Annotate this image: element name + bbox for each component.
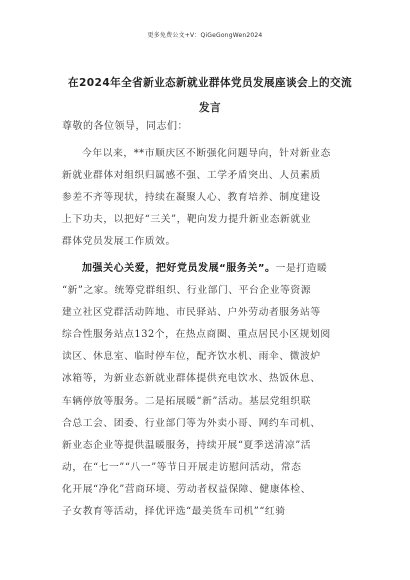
- paragraph-line: 参差不齐等现状，持续在凝聚人心、教育培养、制度建设: [62, 192, 321, 204]
- salutation: 尊敬的各位领导，同志们：: [62, 121, 188, 132]
- paragraph-line: 读区、休息室、临时停车位，配齐饮水机、雨伞、微波炉: [62, 351, 321, 363]
- paragraph-line: 新业态企业等提供温暖服务，持续开展“夏季送清凉”活: [62, 439, 312, 451]
- paragraph-line: “新”之家。统筹党群组织、行业部门、平台企业等资源: [62, 285, 312, 297]
- paragraph-line: 子女教育等活动，择优评选“最美货车司机”“红骑: [62, 506, 286, 518]
- header-note: 更多免费公文+V：QiGeGongWen2024: [147, 32, 263, 39]
- paragraph-line: 建立社区党群活动阵地、市民驿站、户外劳动者服务站等: [62, 307, 321, 319]
- document-title: [60, 71, 360, 121]
- section-heading: 加强关心关爱，把好党员发展“服务关”。: [82, 263, 276, 274]
- paragraph-line: 新就业群体对组织归属感不强、工学矛盾突出、人员素质: [62, 170, 321, 182]
- paragraph-line: 车辆停放等服务。二是拓展暖“新”活动。基层党组织联: [62, 395, 312, 407]
- paragraph-2: [62, 258, 354, 523]
- paragraph-line-rest: 一是打造暖: [275, 263, 328, 274]
- paragraph-line: 综合性服务站点132个，在热点商圈、重点居民小区规划阅: [62, 329, 331, 341]
- paragraph-1: [62, 143, 354, 253]
- title-line-2: 发言: [199, 102, 221, 114]
- paragraph-first-line: [62, 258, 354, 280]
- paragraph-line: 群体党员发展工作质效。: [62, 236, 176, 248]
- paragraph-line: 冰箱等，为新业态新就业群体提供充电饮水、热饭休息、: [62, 373, 321, 385]
- paragraph-line: 化开展“净化”营商环境、劳动者权益保障、健康体检、: [62, 483, 312, 495]
- paragraph-line: 动，在“七一”“八一”等节日开展走访慰问活动，常态: [62, 461, 302, 473]
- paragraph-line: 今年以来，**市顺庆区不断强化问题导向，针对新业态: [82, 148, 331, 159]
- paragraph-line: 合总工会、团委、行业部门等为外卖小哥、网约车司机、: [62, 417, 321, 429]
- title-line-1: 在2024年全省新业态新就业群体党员发展座谈会上的交流: [68, 77, 352, 89]
- paragraph-line: 上下功夫，以把好“三关”，靶向发力提升新业态新就业: [62, 214, 312, 226]
